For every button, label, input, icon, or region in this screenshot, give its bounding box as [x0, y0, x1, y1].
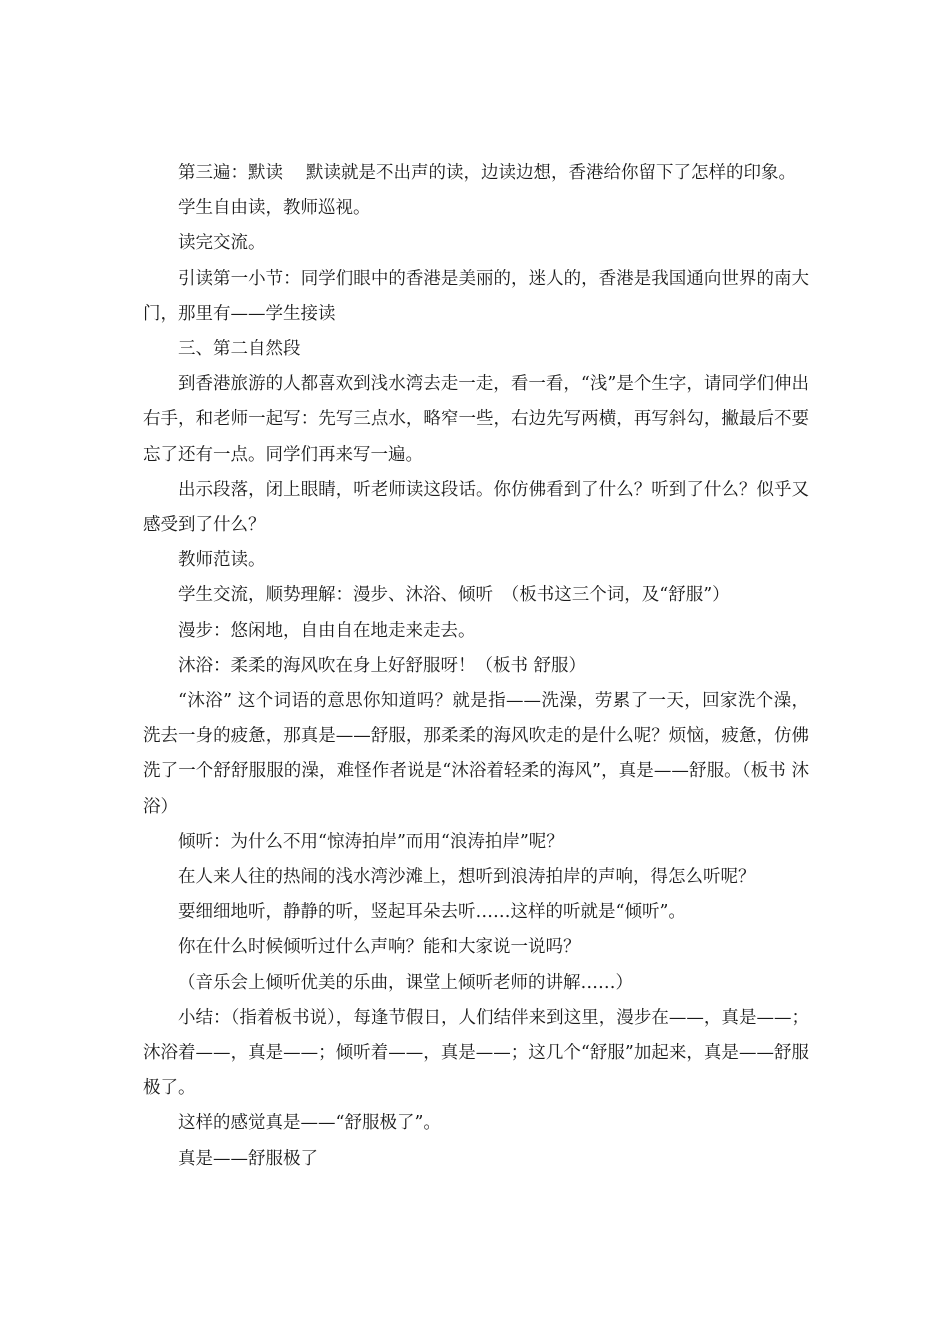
- paragraph: 到香港旅游的人都喜欢到浅水湾去走一走，看一看，“浅”是个生字，请同学们伸出右手，和老师一起写：先写三点水，略窄一些，右边先写两横，再写斜勾，撇最后不要忘了还有一点。同学们再来写一遍。: [143, 374, 809, 465]
- paragraph: 沐浴：柔柔的海风吹在身上好舒服呀！（板书 舒服）: [178, 655, 587, 676]
- lesson-text: [143, 156, 809, 1177]
- paragraph: 真是——舒服极了: [178, 1148, 318, 1169]
- paragraph: 教师范读。: [178, 550, 266, 571]
- paragraph: 倾听：为什么不用“惊涛拍岸”而用“浪涛拍岸”呢？: [178, 831, 564, 852]
- paragraph: 你在什么时候倾听过什么声响？能和大家说一说吗？: [178, 937, 581, 958]
- paragraph: 出示段落，闭上眼睛，听老师读这段话。你仿佛看到了什么？听到了什么？似乎又感受到了什么？: [143, 479, 809, 536]
- paragraph: 第三遍：默读 默读就是不出声的读，边读边想，香港给你留下了怎样的印象。: [178, 163, 797, 183]
- paragraph: 学生自由读，教师巡视。: [178, 198, 371, 219]
- paragraph: 在人来人往的热闹的浅水湾沙滩上，想听到浪涛拍岸的声响，得怎么听呢？: [178, 867, 756, 888]
- paragraph: 学生交流，顺势理解：漫步、沐浴、倾听 （板书这三个词，及“舒服”）: [178, 585, 730, 606]
- paragraph: 漫步：悠闲地，自由自在地走来走去。: [178, 620, 476, 641]
- paragraph: 引读第一小节：同学们眼中的香港是美丽的，迷人的，香港是我国通向世界的南大门，那里有——学生接读: [143, 268, 809, 324]
- paragraph: “沐浴” 这个词语的意思你知道吗？就是指——洗澡，劳累了一天，回家洗个澡，洗去一身的疲惫，那真是——舒服，那柔柔的海风吹走的是什么呢？烦恼，疲惫，仿佛洗了一个舒舒服服的澡，难怪作者说是“沐浴着轻柔的海风”，真是——舒服。（板书 沐浴）: [143, 691, 809, 817]
- paragraph: 读完交流。: [178, 233, 266, 254]
- paragraph: （音乐会上倾听优美的乐曲，课堂上倾听老师的讲解……）: [178, 972, 633, 993]
- paragraph: 小结：（指着板书说），每逢节假日，人们结伴来到这里，漫步在——，真是——；沐浴着——，真是——；倾听着——，真是——；这几个“舒服”加起来，真是——舒服极了。: [143, 1007, 809, 1099]
- paragraph: 要细细地听，静静的听，竖起耳朵去听……这样的听就是“倾听”。: [178, 902, 686, 923]
- paragraph: 这样的感觉真是——“舒服极了”。: [178, 1113, 441, 1134]
- section-heading: 三、第二自然段: [178, 339, 301, 360]
